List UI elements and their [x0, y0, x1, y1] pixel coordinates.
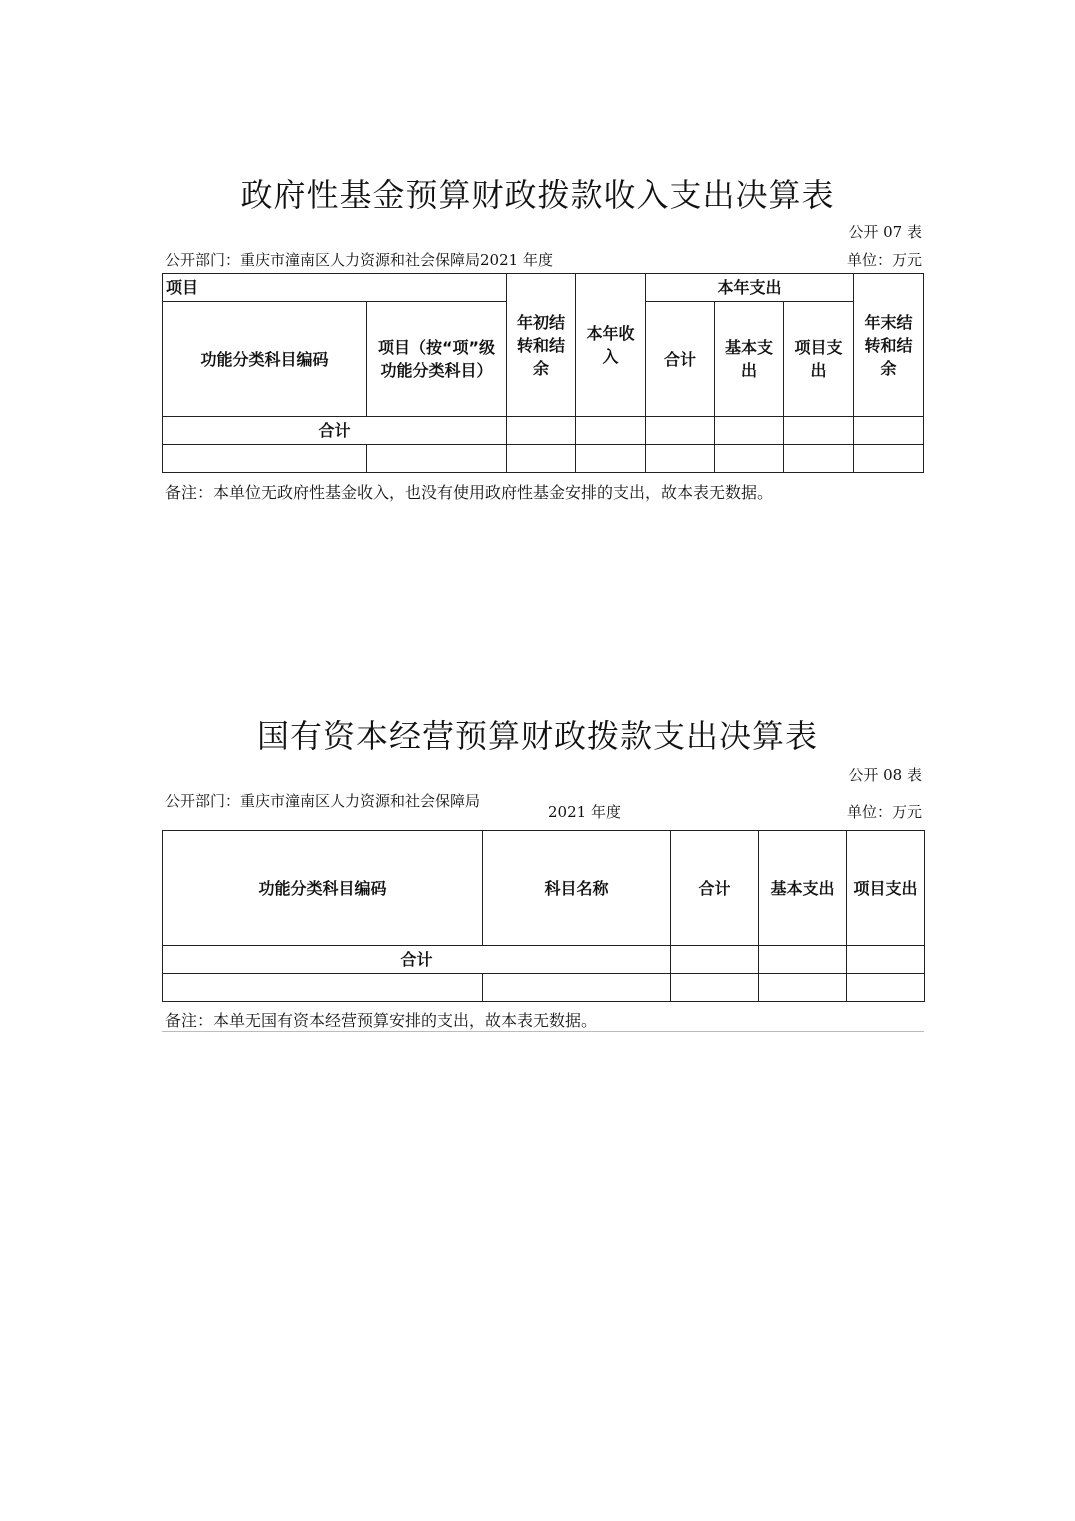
table2-cell — [671, 974, 759, 1002]
table2-cell — [671, 946, 759, 974]
header-item-group: 项目 — [163, 274, 507, 302]
table1-cell — [784, 417, 854, 445]
table1-cell — [854, 445, 924, 473]
table2-dept: 公开部门：重庆市潼南区人力资源和社会保障局 — [165, 792, 481, 810]
table1-cell — [784, 445, 854, 473]
table1-cell — [646, 445, 715, 473]
header-project: 项目支出 — [847, 831, 925, 946]
table1-total-row — [163, 417, 924, 445]
table1-cell — [163, 445, 367, 473]
table1-cell — [507, 417, 576, 445]
table2-note: 备注：本单无国有资本经营预算安排的支出，故本表无数据。 — [165, 1011, 598, 1030]
table1-cell — [715, 445, 784, 473]
table2-total-row — [163, 946, 925, 974]
table2-unit: 单位：万元 — [846, 803, 922, 821]
table1-unit: 单位：万元 — [846, 251, 922, 269]
header-basic: 基本支出 — [759, 831, 847, 946]
header-project — [784, 302, 854, 417]
table1-cell — [576, 417, 646, 445]
table2-cell — [163, 974, 483, 1002]
header-item-name-text: 项目（按“项”级功能分类科目） — [377, 338, 496, 380]
header-income — [576, 274, 646, 417]
table2-note-divider — [162, 1031, 924, 1032]
header-total: 合计 — [671, 831, 759, 946]
header-func-code: 功能分类科目编码 — [163, 302, 367, 417]
table1-title: 政府性基金预算财政拨款收入支出决算表 — [240, 176, 835, 214]
table2-grid — [162, 830, 925, 1002]
header-expense-group: 本年支出 — [646, 274, 854, 302]
header-end-balance-text: 年末结转和结余 — [864, 312, 913, 378]
header-end-balance — [854, 274, 924, 417]
table2-cell — [847, 974, 925, 1002]
table1-grid — [162, 273, 924, 473]
table2-cell — [759, 946, 847, 974]
table1-code: 公开 07 表 — [848, 223, 922, 241]
table2-total-label: 合计 — [163, 946, 671, 974]
header-begin-balance — [507, 274, 576, 417]
header-basic — [715, 302, 784, 417]
table1-dept — [165, 249, 553, 270]
table1-note: 备注：本单位无政府性基金收入，也没有使用政府性基金安排的支出，故本表无数据。 — [165, 483, 774, 502]
table1-cell — [715, 417, 784, 445]
table2-code: 公开 08 表 — [848, 766, 922, 784]
header-item-name — [367, 302, 507, 417]
header-begin-balance-text: 年初结转和结余 — [517, 312, 566, 378]
table2-cell — [483, 974, 671, 1002]
header-total: 合计 — [646, 302, 715, 417]
table1-cell — [854, 417, 924, 445]
table1-dept-name: 公开部门：重庆市潼南区人力资源和社会保障局 — [165, 251, 481, 269]
header-income-text: 本年收入 — [586, 324, 635, 366]
table1-cell — [576, 445, 646, 473]
header-subject-name: 科目名称 — [483, 831, 671, 946]
table2-cell — [759, 974, 847, 1002]
table2-cell — [847, 946, 925, 974]
header-basic-text: 基本支出 — [725, 338, 774, 380]
table1-cell — [507, 445, 576, 473]
table1-total-label: 合计 — [163, 417, 507, 445]
table2-empty-row — [163, 974, 925, 1002]
table1-empty-row — [163, 445, 924, 473]
table1-cell — [646, 417, 715, 445]
table1-cell — [367, 445, 507, 473]
header-project-text: 项目支出 — [794, 338, 843, 380]
table1-year: 2021 年度 — [480, 251, 553, 269]
table2-title: 国有资本经营预算财政拨款支出决算表 — [256, 717, 818, 755]
table2-year: 2021 年度 — [548, 803, 621, 821]
header-func-code: 功能分类科目编码 — [163, 831, 483, 946]
